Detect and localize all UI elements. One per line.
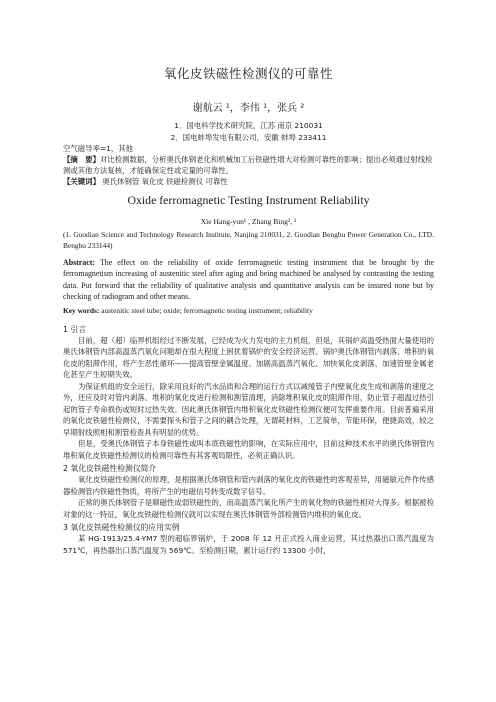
english-abstract [63, 257, 434, 303]
chinese-title: 氧化皮铁磁性检测仪的可靠性 [163, 66, 333, 81]
section-2-paragraph-1: 氧化皮铁磁性检测仪的原理，是根据奥氏体钢管和管内剥落的氧化皮的铁磁性的客观差异，用磁敏元件作传感器检测管内铁磁性物质，将所产生的电磁信号转变成数字信号。 [63, 475, 434, 496]
chinese-abstract [63, 154, 434, 176]
english-abstract-label: Abstract: [63, 258, 95, 267]
english-affiliation: (1. Guodian Science and Technology Research Institute, Nanjing 210031, 2. Guodian Bengbu Power Generation Co., LTD. Bengbu 233144) [63, 230, 434, 250]
paper-content [63, 64, 434, 556]
english-abstract-text: The effect on the reliability of oxide ferromagnetic testing instrument that be brought by the ferromagnetism increasing of austenitic steel after aging and being machined be analysed by contrasting the testing data. Put forward that the reliability of qualitative analysis and quantitative analysis can be insured none but by checking of radiogram and other means. [63, 258, 434, 302]
section-1-heading: 1 引言 [63, 324, 87, 334]
chinese-keywords-label: 【关键词】 [63, 177, 100, 186]
chinese-abstract-label: 【摘 要】 [63, 155, 100, 164]
chinese-keywords-text: 奥氏体钢管 氧化皮 铁磁检测仪 可靠性 [102, 177, 228, 186]
section-2-paragraph-2: 正常的奥氏体钢管子是顺磁性或弱铁磁性的，而高温蒸汽氧化所产生的氧化物的铁磁性相对大得多。根据被检对象的这一特征，氧化皮铁磁性检测仪就可以实现在奥氏体钢管外部检测管内堆积的氧化皮。 [63, 498, 434, 519]
english-keywords [63, 305, 434, 316]
chinese-authors: 谢航云 ¹，李伟 ¹，张兵 ² [192, 103, 305, 114]
section-1-paragraph-3: 但是，受奥氏体钢管子本身铁磁性或叫本底铁磁性的影响，在实际应用中，目前这种技术水平的奥氏体钢管内堆积氧化皮铁磁性检测仪的检测可靠性有其客观局限性，必须正确认识。 [63, 439, 434, 460]
section-1-paragraph-2: 为保证机组的安全运行，除采用良好的汽水品质和合理的运行方式以减缓管子内壁氧化皮生成和剥落的速度之外，还应及时对管内剥落、堆积的氧化皮进行检测和割管清理，消除堆积氧化皮的阻滞作用，防止管子超温过热引起的管子寿命损伤或短时过热失效。因此奥氏体钢管内堆积氧化皮铁磁性检测仪便可发挥重要作用。目前普遍采用的氧化皮铁磁性检测仪，不需要探头和管子之间的耦合处理，无谓耗材料，工艺简单，节能环保，便捷高效，较之早期射线照相和割管检查具有明显的优势。 [63, 381, 434, 437]
chinese-keywords [63, 176, 434, 187]
section-1-paragraph-1: 目前，超（超）临界机组经过不断发展，已经成为火力发电的主力机组，但是，其锅炉高温受热面大量使用的奥氏体钢管内部高温蒸汽氧化问题却在很大程度上困扰着锅炉的安全经济运营。锅炉奥氏体钢管内剥落、堆积的氧化皮的阻滞作用，将产生恶性循环——提高管壁金属温度、加剧高温蒸汽氧化、加快氧化皮剥落、加速管壁金属老化甚至产生短期失效。 [63, 335, 434, 380]
english-title: Oxide ferromagnetic Testing Instrument Reliability [127, 193, 370, 207]
section-3-paragraph-1: 某 HG-1913/25.4-YM7 型的超临界锅炉，于 2008 年 12 月正式投入商业运营，其过热器出口蒸汽温度为 571℃，再热器出口蒸汽温度为 569℃。至检测日期，累计运行约 13300 小时， [63, 534, 434, 555]
note-line: 空气磁导率=1，其他 [63, 144, 134, 153]
chinese-abstract-text: 对比检测数据，分析奥氏体钢老化和机械加工后铁磁性增大对检测可靠性的影响；提出必须通过射线检测或其他方法复核，才能确保定性或定量的可靠性。 [63, 155, 433, 175]
affiliation-2: 2．国电蚌埠发电有限公司，安徽 蚌埠 233411 [170, 132, 327, 142]
affiliation-1: 1．国电科学技术研究院，江苏 南京 210031 [174, 121, 323, 130]
section-3-heading: 3 氧化皮铁磁性检测仪的应用实例 [63, 523, 180, 533]
english-keywords-label: Key words: [63, 305, 100, 315]
english-authors: Xie Hang-yun¹ , Zhang Bing², ¹ [200, 217, 297, 226]
section-2-heading: 2 氧化皮铁磁性检测仪简介 [63, 464, 157, 474]
english-keywords-text: austenitic steel tube; oxide; ferromagnetic testing instrument; reliability [99, 305, 313, 315]
